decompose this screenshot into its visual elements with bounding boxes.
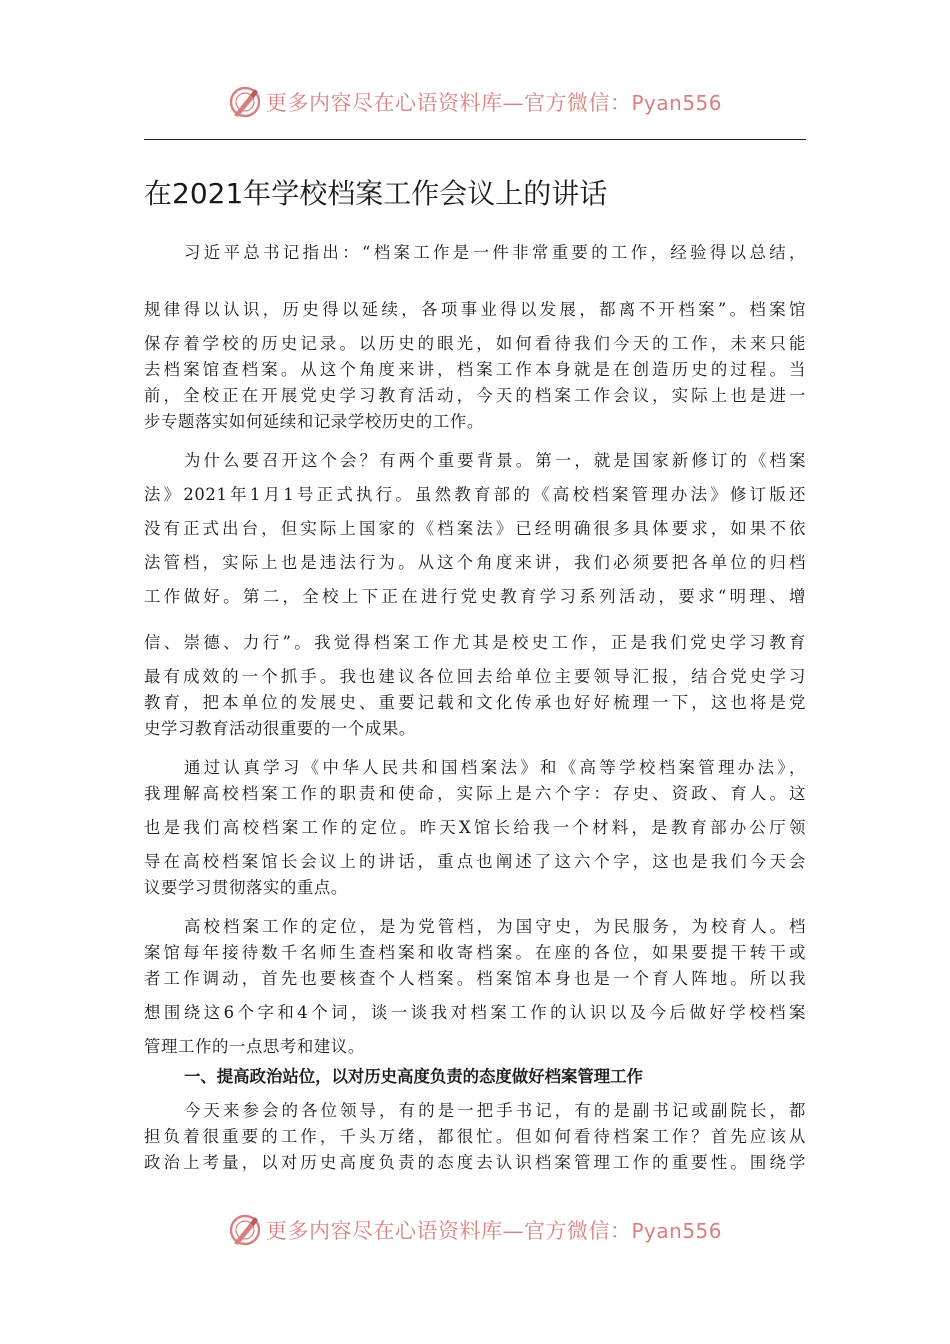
text-line: 法管档，实际上也是违法行为。从这个角度来讲，我们必须要把各单位的归档 <box>144 553 806 572</box>
pen-logo-icon <box>228 85 262 119</box>
text-line: 史学习教育活动很重要的一个成果。 <box>144 719 416 738</box>
text-line: 步专题落实如何延续和记录学校历史的工作。 <box>144 412 484 431</box>
section-heading: 一、提高政治站位，以对历史高度负责的态度做好档案管理工作 <box>184 1067 643 1086</box>
document-title: 在2021年学校档案工作会议上的讲话 <box>144 177 608 210</box>
text-line: 政治上考量，以对历史高度负责的态度去认识档案管理工作的重要性。围绕学 <box>144 1153 806 1172</box>
text-line: 今天来参会的各位领导，有的是一把手书记，有的是副书记或副院长，都 <box>184 1101 806 1120</box>
text-line: 高校档案工作的定位，是为党管档，为国守史，为民服务，为校育人。档 <box>184 917 806 936</box>
text-line: 信、崇德、力行”。我觉得档案工作尤其是校史工作，正是我们党史学习教育 <box>144 633 806 652</box>
text-line: 没有正式出台，但实际上国家的《档案法》已经明确很多具体要求，如果不依 <box>144 519 806 538</box>
watermark-text: 更多内容尽在心语资料库—官方微信：Pyan556 <box>265 1219 722 1243</box>
text-line: 为什么要召开这个会？有两个重要背景。第一，就是国家新修订的《档案 <box>184 451 806 470</box>
text-line: 规律得以认识，历史得以延续，各项事业得以发展，都离不开档案”。档案馆 <box>144 300 806 319</box>
text-line: 议要学习贯彻落实的重点。 <box>144 878 348 897</box>
text-line: 去档案馆查档案。从这个角度来讲，档案工作本身就是在创造历史的过程。当 <box>144 360 806 379</box>
text-line: 想围绕这6个字和4个词，谈一谈我对档案工作的认识以及今后做好学校档案 <box>144 1003 806 1022</box>
text-line: 导在高校档案馆长会议上的讲话，重点也阐述了这六个字，这也是我们今天会 <box>144 852 806 871</box>
text-line: 工作做好。第二，全校上下正在进行党史教育学习系列活动，要求“明理、增 <box>144 587 806 606</box>
header-divider <box>144 139 806 140</box>
document-body <box>144 240 806 1176</box>
footer-watermark <box>0 1210 950 1250</box>
text-line: 前，全校正在开展党史学习教育活动，今天的档案工作会议，实际上也是进一 <box>144 386 806 405</box>
text-line: 也是我们高校档案工作的定位。昨天X馆长给我一个材料，是教育部办公厅领 <box>144 818 806 837</box>
text-line: 教育，把本单位的发展史、重要记载和文化传承也好好梳理一下，这也将是党 <box>144 693 806 712</box>
text-line: 通过认真学习《中华人民共和国档案法》和《高等学校档案管理办法》， <box>184 758 806 777</box>
text-line: 我理解高校档案工作的职责和使命，实际上是六个字：存史、资政、育人。这 <box>144 784 806 803</box>
text-line: 法》2021年1月1号正式执行。虽然教育部的《高校档案管理办法》修订版还 <box>144 485 806 504</box>
wechat-id: Pyan556 <box>631 1219 722 1243</box>
text-line: 习近平总书记指出：“档案工作是一件非常重要的工作，经验得以总结， <box>184 243 806 262</box>
text-line: 担负着很重要的工作，千头万绪，都很忙。但如何看待档案工作？首先应该从 <box>144 1127 806 1146</box>
watermark-text: 更多内容尽在心语资料库—官方微信：Pyan556 <box>265 91 722 115</box>
text-line: 最有成效的一个抓手。我也建议各位回去给单位主要领导汇报，结合党史学习 <box>144 667 806 686</box>
pen-logo-icon <box>228 1213 262 1247</box>
header-watermark <box>0 82 950 122</box>
text-line: 保存着学校的历史记录。以历史的眼光，如何看待我们今天的工作，未来只能 <box>144 334 806 353</box>
text-line: 者工作调动，首先也要核查个人档案。档案馆本身也是一个育人阵地。所以我 <box>144 969 806 988</box>
text-line: 案馆每年接待数千名师生查档案和收寄档案。在座的各位，如果要提干转干或 <box>144 943 806 962</box>
text-line: 管理工作的一点思考和建议。 <box>144 1037 365 1056</box>
wechat-id: Pyan556 <box>631 91 722 115</box>
